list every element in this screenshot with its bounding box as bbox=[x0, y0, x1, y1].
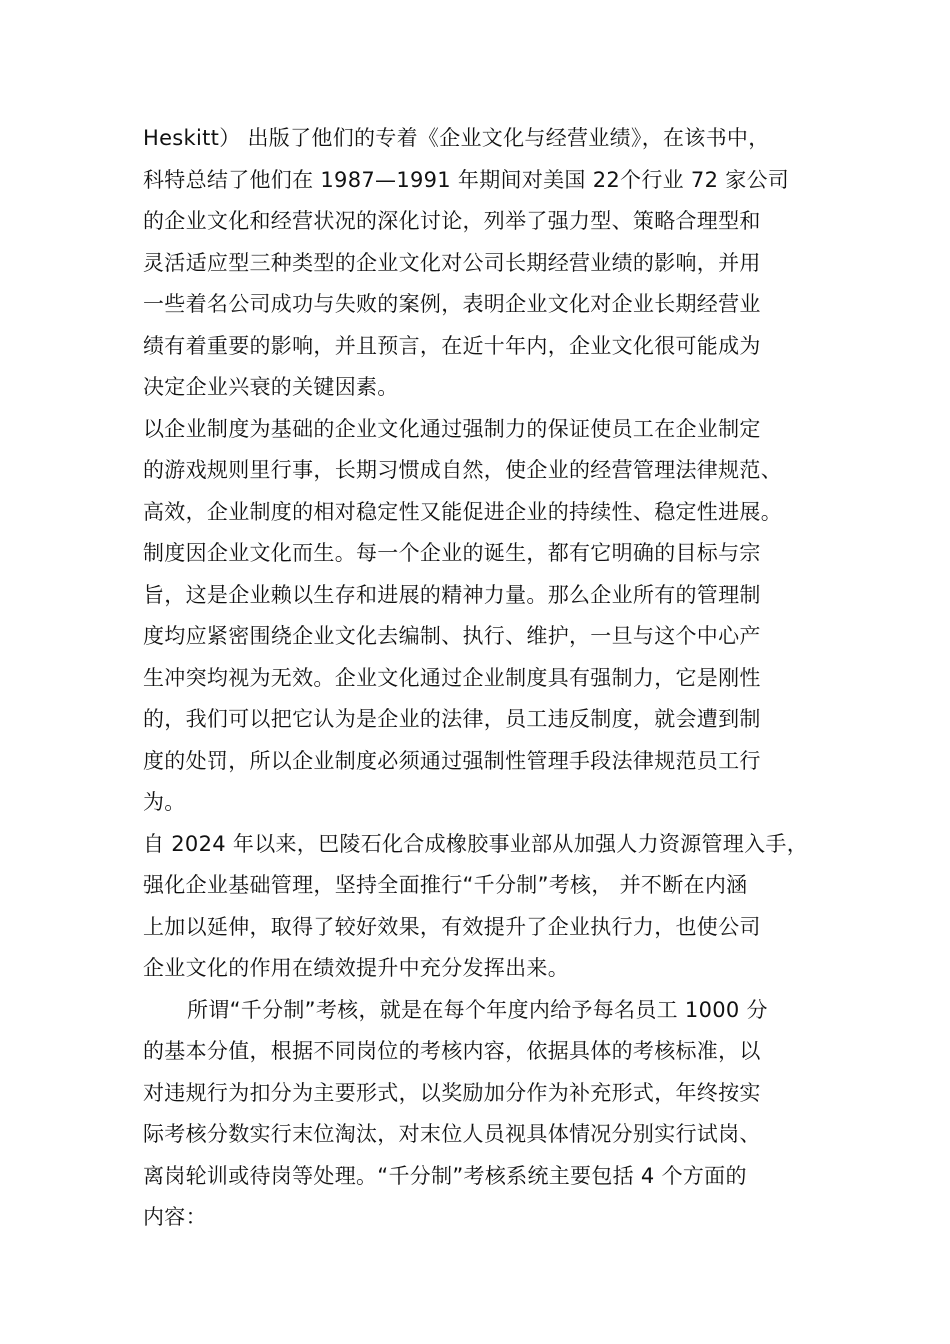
text-line: 为。 bbox=[143, 790, 186, 814]
text-line: 内容： bbox=[143, 1205, 207, 1229]
text-line: 际考核分数实行末位淘汰，对末位人员视具体情况分别实行试岗、 bbox=[143, 1122, 761, 1146]
text-line: 强化企业基础管理，坚持全面推行“千分制”考核， 并不断在内涵 bbox=[143, 873, 748, 897]
text-line: 一些着名公司成功与失败的案例，表明企业文化对企业长期经营业 bbox=[143, 292, 761, 316]
text-line: Heskitt） 出版了他们的专着《企业文化与经营业绩》，在该书中， bbox=[143, 126, 770, 150]
text-line: 企业文化的作用在绩效提升中充分发挥出来。 bbox=[143, 956, 569, 980]
text-line: 的基本分值，根据不同岗位的考核内容，依据具体的考核标准，以 bbox=[143, 1039, 761, 1063]
text-line: 决定企业兴衰的关键因素。 bbox=[143, 375, 399, 399]
text-line: 的企业文化和经营状况的深化讨论，列举了强力型、策略合理型和 bbox=[143, 209, 761, 233]
text-line: 的游戏规则里行事，长期习惯成自然，使企业的经营管理法律规范、 bbox=[143, 458, 782, 482]
text-line: 对违规行为扣分为主要形式，以奖励加分作为补充形式，年终按实 bbox=[143, 1080, 761, 1105]
text-line: 旨，这是企业赖以生存和进展的精神力量。那么企业所有的管理制 bbox=[143, 582, 761, 607]
text-line: 高效，企业制度的相对稳定性又能促进企业的持续性、稳定性进展。 bbox=[143, 499, 782, 524]
text-line: 绩有着重要的影响，并且预言，在近十年内，企业文化很可能成为 bbox=[143, 333, 761, 358]
body-text bbox=[143, 118, 823, 1239]
text-line: 度均应紧密围绕企业文化去编制、执行、维护，一旦与这个中心产 bbox=[143, 624, 761, 648]
text-line: 所谓“千分制”考核，就是在每个年度内给予每名员工 1000 分 bbox=[187, 997, 768, 1022]
text-line: 制度因企业文化而生。每一个企业的诞生，都有它明确的目标与宗 bbox=[143, 541, 761, 565]
text-line: 灵活适应型三种类型的企业文化对公司长期经营业绩的影响，并用 bbox=[143, 250, 761, 275]
text-line: 的，我们可以把它认为是企业的法律，员工违反制度，就会遭到制 bbox=[143, 707, 761, 731]
text-line: 生冲突均视为无效。企业文化通过企业制度具有强制力，它是刚性 bbox=[143, 665, 761, 690]
text-line: 自 2024 年以来，巴陵石化合成橡胶事业部从加强人力资源管理入手， bbox=[143, 831, 808, 856]
text-line: 上加以延伸，取得了较好效果，有效提升了企业执行力，也使公司 bbox=[143, 914, 761, 939]
text-line: 以企业制度为基础的企业文化通过强制力的保证使员工在企业制定 bbox=[143, 416, 761, 441]
text-line: 离岗轮训或待岗等处理。“千分制”考核系统主要包括 4 个方面的 bbox=[143, 1163, 747, 1188]
text-line: 度的处罚，所以企业制度必须通过强制性管理手段法律规范员工行 bbox=[143, 748, 761, 773]
text-line: 科特总结了他们在 1987—1991 年期间对美国 22个行业 72 家公司 bbox=[143, 167, 790, 192]
